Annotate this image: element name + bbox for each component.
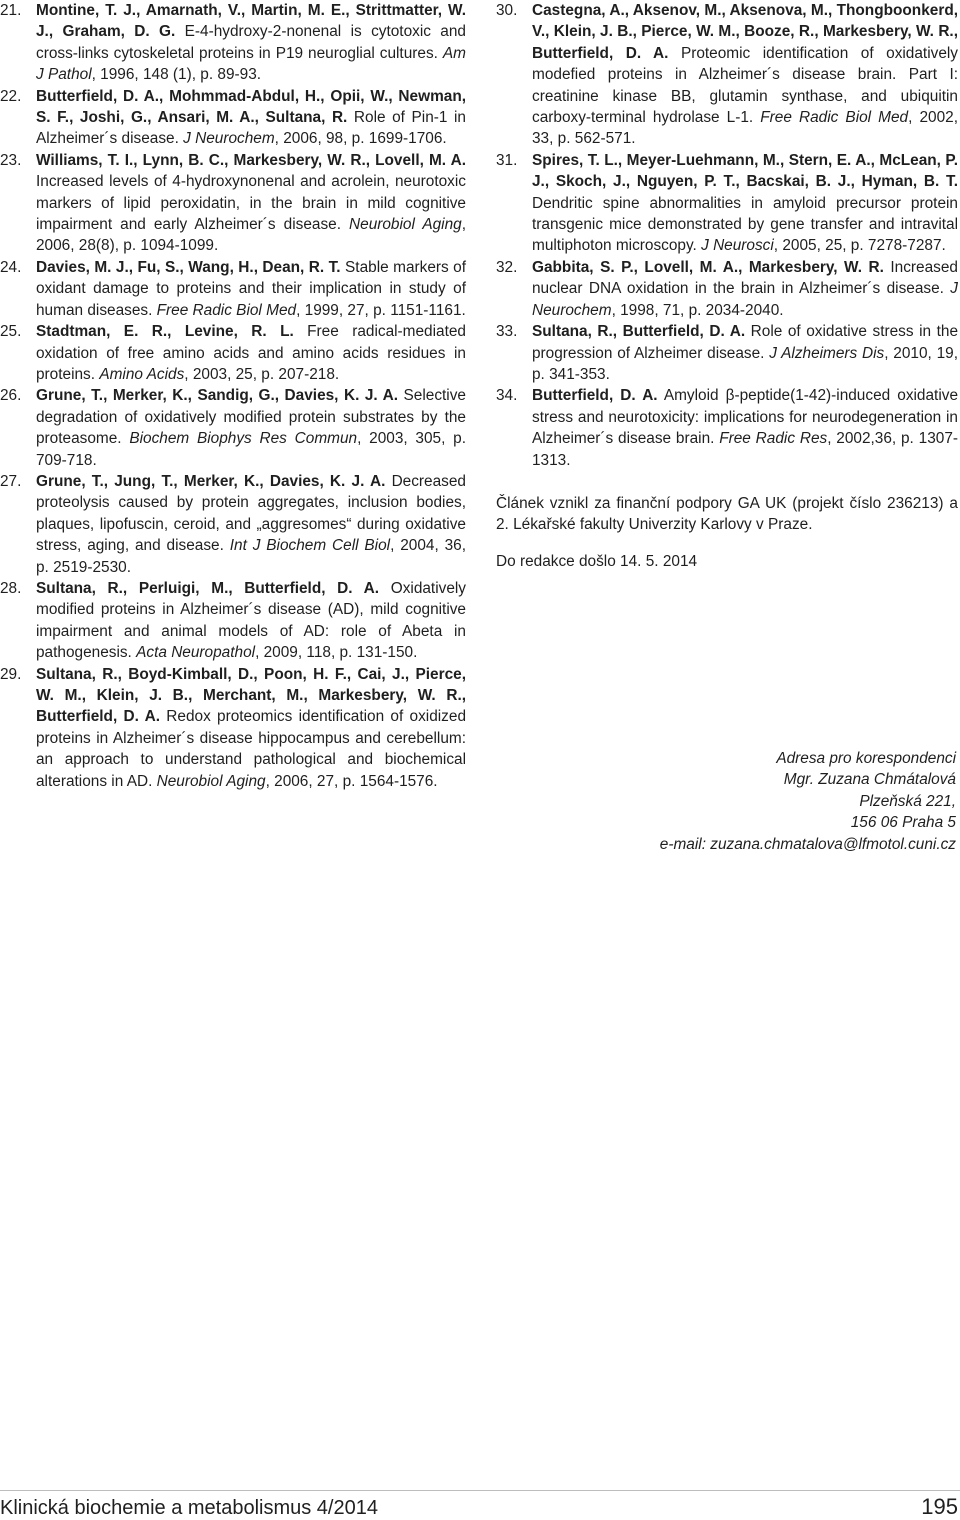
reference-text: [532, 257, 958, 321]
reference-journal: Neurobiol Aging: [156, 772, 266, 790]
reference-details: , 1996, 148 (1), p. 89-93.: [91, 66, 262, 84]
reference-journal: Int J Biochem Cell Biol: [229, 537, 391, 555]
reference-authors: Sultana, R., Boyd-Kimball, D., Poon, H. F., Cai, J., Pierce, W. M., Klein, J. B., Merchant, M., Markesbery, W. R., Butterfield, D. A.: [36, 665, 466, 726]
reference-text: [532, 385, 958, 471]
reference-journal: Neurobiol Aging: [349, 216, 462, 234]
reference-authors: Sultana, R., Perluigi, M., Butterfield, D. A.: [36, 579, 380, 597]
reference-text: [36, 257, 466, 321]
reference-item: [0, 86, 466, 150]
reference-number: 30.: [496, 2, 518, 19]
reference-details: , 2006, 28(8), p. 1094-1099.: [36, 216, 466, 255]
reference-details: , 2005, 25, p. 7278-7287.: [773, 237, 946, 255]
reference-item: [496, 385, 958, 471]
reference-text: [36, 0, 466, 86]
reference-details: , 1998, 71, p. 2034-2040.: [611, 301, 784, 319]
reference-number: 31.: [496, 151, 518, 169]
reference-item: [0, 150, 466, 257]
reference-number: 22.: [0, 87, 22, 105]
reference-authors: Stadtman, E. R., Levine, R. L.: [36, 323, 294, 341]
correspondence-email[interactable]: e-mail: zuzana.chmatalova@lfmotol.cuni.cz: [659, 835, 956, 853]
reference-authors: Butterfield, D. A.: [532, 387, 658, 405]
correspondence-street: Plzeňská 221,: [859, 792, 956, 810]
reference-details: , 1999, 27, p. 1151-1161.: [296, 301, 466, 319]
reference-number: 27.: [0, 472, 22, 490]
correspondence-address: [660, 748, 956, 855]
reference-authors: Spires, T. L., Meyer-Luehmann, M., Stern, E. A., McLean, P. J., Skoch, J., Nguyen, P. T., Bacskai, B. J., Hyman, B. T.: [532, 151, 958, 191]
reference-title: Redox proteomics identification of oxidized proteins in Alzheimer´s disease hippocampus and cerebellum: an approach to understand pathological and biochemical alterations in AD.: [36, 708, 466, 790]
acknowledgement: Článek vznikl za finanční podpory GA UK (projekt číslo 236213) a 2. Lékařské fakulty Univerzity Karlovy v Praze.: [496, 494, 958, 534]
reference-journal: Am J Pathol: [36, 44, 466, 84]
reference-title: Proteomic identification of oxidatively modefied proteins in Alzheimer´s disease brain. Part I: creatinine kinase BB, glutamin synthase, and ubiquitin carboxy-terminal hydrolase L-1.: [532, 44, 958, 127]
reference-text: [36, 150, 466, 257]
reference-number: 28.: [0, 579, 22, 597]
reference-number: 24.: [0, 258, 22, 276]
reference-item: [0, 321, 466, 385]
reference-journal: Free Radic Biol Med: [760, 109, 909, 127]
reference-authors: Grune, T., Jung, T., Merker, K., Davies, K. J. A.: [36, 472, 386, 490]
reference-number: 29.: [0, 665, 22, 683]
reference-item: [496, 0, 958, 150]
reference-text: [36, 664, 466, 792]
reference-title: Role of oxidative stress in the progression of Alzheimer disease.: [532, 323, 958, 362]
reference-journal: Free Radic Biol Med: [156, 301, 297, 319]
reference-item: [496, 321, 958, 385]
reference-number: 33.: [496, 323, 518, 341]
footer-divider: [0, 1490, 960, 1491]
correspondence-heading: Adresa pro korespondenci: [776, 750, 956, 767]
reference-text: [36, 86, 466, 150]
references-right-column: [496, 0, 958, 588]
reference-details: , 2003, 305, p. 709-718.: [36, 430, 466, 469]
reference-title: Dendritic spine abnormalities in amyloid precursor protein transgenic mice demonstrated by gene transfer and intravital multiphoton microscopy.: [532, 194, 958, 255]
reference-authors: Castegna, A., Aksenov, M., Aksenova, M., Thongboonkerd, V., Klein, J. B., Pierce, W. M., Booze, R., Markesbery, W. R., Butterfield, D. A.: [532, 2, 958, 62]
reference-title: Increased levels of 4-hydroxynonenal and acrolein, neurotoxic markers of lipid peroxidatin, in the brain in mild cognitive impairment and early Alzheimer´s disease.: [36, 173, 466, 234]
reference-title: Selective degradation of oxidatively modified protein substrates by the proteasome.: [36, 387, 466, 448]
reference-text: [36, 321, 466, 385]
reference-text: [36, 471, 466, 578]
reference-authors: Williams, T. I., Lynn, B. C., Markesbery, W. R., Lovell, M. A.: [36, 151, 466, 169]
reference-number: 21.: [0, 2, 22, 19]
reference-title: Increased nuclear DNA oxidation in the brain in Alzheimer´s disease.: [532, 258, 958, 298]
reference-item: [0, 385, 466, 471]
reference-text: [532, 321, 958, 385]
reference-authors: Gabbita, S. P., Lovell, M. A., Markesbery, W. R.: [532, 258, 884, 276]
reference-title: Decreased proteolysis caused by protein aggregates, inclusion bodies, plaques, lipofuscin, ceroid, and „aggresomes“ during oxidative stress, aging, and disease.: [36, 472, 466, 555]
reference-authors: Davies, M. J., Fu, S., Wang, H., Dean, R. T.: [36, 258, 341, 276]
reference-title: Oxidatively modified proteins in Alzheimer´s disease (AD), mild cognitive impairment and animal models of AD: role of Abeta in pathogenesis.: [36, 579, 466, 662]
reference-authors: Grune, T., Merker, K., Sandig, G., Davies, K. J. A.: [36, 387, 399, 405]
reference-details: , 2006, 98, p. 1699-1706.: [274, 130, 447, 148]
reference-item: [0, 664, 466, 792]
reference-details: , 2003, 25, p. 207-218.: [184, 365, 340, 383]
reference-journal: Free Radic Res: [719, 430, 828, 448]
reference-details: , 2006, 27, p. 1564-1576.: [265, 772, 438, 790]
footer-journal-title: Klinická biochemie a metabolismus 4/2014: [0, 1497, 378, 1519]
reference-journal: J Neurochem: [532, 280, 958, 319]
received-date: Do redakce došlo 14. 5. 2014: [496, 553, 698, 571]
reference-journal: Biochem Biophys Res Commun: [129, 430, 358, 448]
reference-item: [496, 257, 958, 321]
reference-number: 34.: [496, 387, 518, 405]
reference-journal: Acta Neuropathol: [136, 644, 256, 662]
reference-number: 26.: [0, 387, 22, 405]
reference-item: [0, 578, 466, 664]
reference-title: Stable markers of oxidant damage to proteins and their implication in study of human diseases.: [36, 258, 466, 319]
reference-text: [36, 578, 466, 664]
reference-title: E-4-hydroxy-2-nonenal is cytotoxic and cross-links cytoskeletal proteins in P19 neuroglial cultures.: [36, 23, 466, 62]
reference-details: , 2010, 19, p. 341-353.: [532, 344, 958, 383]
reference-item: [0, 0, 466, 86]
reference-details: , 2009, 118, p. 131-150.: [255, 644, 418, 662]
reference-text: [532, 0, 958, 150]
reference-number: 25.: [0, 323, 22, 341]
references-left-column: [0, 0, 466, 792]
reference-title: Amyloid β-peptide(1-42)-induced oxidative stress and neurotoxicity: implications for neurodegeneration in Alzheimer´s disease brain.: [532, 387, 958, 448]
reference-details: , 2002, 33, p. 562-571.: [532, 109, 958, 148]
footer-page-number: 195: [921, 1494, 958, 1519]
reference-title: Role of Pin-1 in Alzheimer´s disease.: [36, 109, 466, 148]
reference-authors: Sultana, R., Butterfield, D. A.: [532, 323, 746, 341]
reference-authors: Butterfield, D. A., Mohmmad-Abdul, H., Opii, W., Newman, S. F., Joshi, G., Ansari, M. A., Sultana, R.: [36, 87, 466, 127]
reference-text: [532, 150, 958, 257]
reference-number: 32.: [496, 258, 518, 276]
reference-journal: Amino Acids: [99, 365, 185, 383]
reference-number: 23.: [0, 151, 22, 169]
reference-details: , 2002,36, p. 1307-1313.: [532, 430, 959, 469]
reference-journal: J Alzheimers Dis: [769, 344, 885, 362]
reference-item: [0, 471, 466, 578]
correspondence-city: 156 06 Praha 5: [850, 814, 956, 832]
reference-authors: Montine, T. J., Amarnath, V., Martin, M. E., Strittmatter, W. J., Graham, D. G.: [36, 2, 466, 41]
references-right-list: [496, 0, 958, 471]
reference-title: Free radical-mediated oxidation of free amino acids and amino acids residues in proteins.: [36, 323, 466, 383]
reference-journal: J Neurochem: [183, 130, 275, 148]
reference-details: , 2004, 36, p. 2519-2530.: [36, 537, 466, 576]
reference-text: [36, 385, 466, 471]
reference-journal: J Neurosci: [701, 237, 774, 255]
correspondence-name: Mgr. Zuzana Chmátalová: [783, 771, 956, 789]
reference-item: [0, 257, 466, 321]
reference-item: [496, 150, 958, 257]
